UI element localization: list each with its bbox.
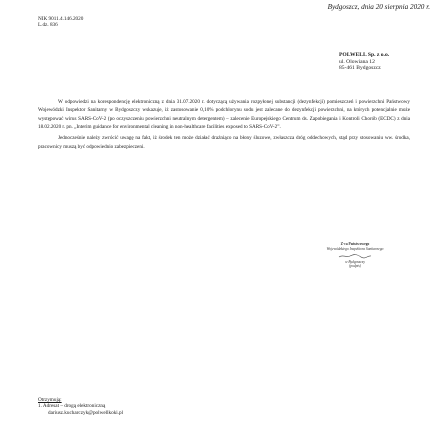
recipient-item: 1. Adresat – drogą elektroniczną — [38, 403, 106, 410]
signature-block — [300, 242, 410, 269]
registry-number: L.dz. 836 — [38, 22, 58, 29]
case-number: NIK 9011.4.146.2020 — [38, 16, 84, 22]
reference-block — [38, 16, 83, 28]
signature-line: Wojewódzkiego Inspektora Sanitarnego — [326, 246, 384, 251]
recipients-block — [38, 397, 123, 416]
addressee-block — [339, 52, 389, 72]
addressee-name: POLWELL Sp. z o.o. — [339, 52, 390, 58]
letter-body — [38, 98, 410, 151]
handwritten-signature — [335, 253, 375, 259]
signature-line: (podpis) — [349, 264, 361, 269]
body-paragraph: Jednocześnie należy zwrócić uwagę na fakt, iż środek ten może działać drażniąco na błony śluzowe, zwłaszcza dróg oddechowych, stąd przy stosowaniu ww. środka, pracownicy muszą być odpowiednio zabezpieczeni. — [38, 135, 410, 150]
recipient-email: dariusz.kucharczyk@polwellkoki.pl — [48, 409, 124, 416]
recipients-heading: Otrzymują: — [38, 397, 62, 403]
body-paragraph: W odpowiedzi na korespondencję elektroniczną z dnia 31.07.2020 r. dotyczącą używania rozpyłonej substancji (dezynfekcji) pomieszczeń i powierzchni Państwowy Wojewódzki Inspektor Sanitarny w Bydgoszczy wskazuje, iż zastosowanie 0,10% podchlorynu sodu jest zalecane do dezynfekcji powierzchni, na których potencjalnie może występować wirus SARS-CoV-2 (po oczyszczeniu powierzchni neutralnym detergentem) – zalecenie Europejskiego Centrum ds. Zapobiegania i Kontroli Chorób (ECDC) z dnia 18.02.2020 r. pn. „Interim guidance for environmental cleaning in non-healthcare facilities exposed to SARS-CoV-2”. — [38, 99, 410, 131]
addressee-city: 85-461 Bydgoszcz — [339, 65, 381, 72]
letter-date: Bydgoszcz, dnia 20 sierpnia 2020 r. — [327, 3, 430, 11]
addressee-street: ul. Olowiana 12 — [339, 58, 375, 65]
signature-title: Z-ca Państwowego — [340, 242, 370, 246]
signature-line: w Bydgoszczy — [345, 259, 365, 264]
